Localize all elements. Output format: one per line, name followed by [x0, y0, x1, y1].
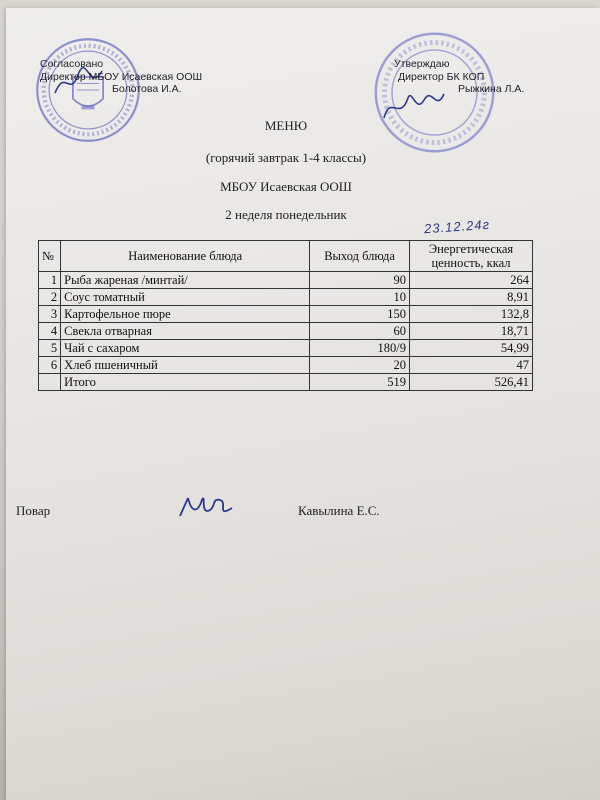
row-dish-name: Картофельное пюре: [61, 306, 310, 323]
table-row: [39, 340, 533, 357]
row-output: 60: [310, 323, 410, 340]
row-output: 20: [310, 357, 410, 374]
table-row: [39, 289, 533, 306]
cook-signature: [176, 492, 238, 522]
row-output: 180/9: [310, 340, 410, 357]
row-energy: 47: [409, 357, 532, 374]
header-dish-name: Наименование блюда: [61, 241, 310, 272]
cook-role: Повар: [16, 503, 51, 518]
row-dish-name: Рыба жареная /минтай/: [61, 272, 310, 289]
right-approval-block: [390, 58, 524, 96]
row-number: 6: [39, 357, 61, 374]
table-row: [39, 323, 533, 340]
menu-table: [38, 240, 533, 391]
left-approval-line3: Болотова И.А.: [112, 83, 182, 95]
week-day: 2 неделя понедельник: [225, 207, 347, 222]
row-energy: 54,99: [409, 340, 532, 357]
header-energy: [409, 241, 532, 272]
table-total-row: [39, 374, 533, 391]
cook-name: Кавылина Е.С.: [298, 503, 380, 518]
row-number: 1: [39, 272, 61, 289]
left-approval-block: [40, 58, 202, 96]
row-dish-name: Хлеб пшеничный: [61, 357, 310, 374]
row-energy: 132,8: [409, 306, 532, 323]
row-energy: 8,91: [409, 289, 532, 306]
header-output: Выход блюда: [310, 241, 410, 272]
document-sheet: [6, 8, 600, 800]
row-number: 2: [39, 289, 61, 306]
total-label: Итого: [61, 374, 310, 391]
total-number-cell: [39, 374, 61, 391]
right-approval-line2: Директор БК КОП: [398, 70, 485, 83]
school-name: МБОУ Исаевская ООШ: [220, 179, 352, 194]
row-output: 10: [310, 289, 410, 306]
row-dish-name: Свекла отварная: [61, 323, 310, 340]
row-number: 4: [39, 323, 61, 340]
left-approval-line2: Директор МБОУ Исаевская ООШ: [40, 70, 203, 83]
row-energy: 264: [409, 272, 532, 289]
right-approval-line3: Рыжкина Л.А.: [458, 83, 525, 95]
row-number: 5: [39, 340, 61, 357]
left-approval-line1: Согласовано: [40, 58, 104, 70]
handwritten-date: 23.12.24г: [423, 216, 491, 237]
header-number: №: [39, 241, 61, 272]
table-row: [39, 357, 533, 374]
table-header-row: [39, 241, 533, 272]
header-energy-line1: Энергетическая: [428, 242, 514, 256]
row-dish-name: Чай с сахаром: [61, 340, 310, 357]
row-dish-name: Соус томатный: [61, 289, 310, 306]
table-row: [39, 306, 533, 323]
row-output: 90: [310, 272, 410, 289]
row-output: 150: [310, 306, 410, 323]
total-energy: 526,41: [409, 374, 532, 391]
menu-subtitle: (горячий завтрак 1-4 классы): [205, 150, 367, 165]
row-number: 3: [39, 306, 61, 323]
table-row: [39, 272, 533, 289]
total-output: 519: [310, 374, 410, 391]
row-energy: 18,71: [409, 323, 532, 340]
right-approval-line1: Утверждаю: [394, 58, 450, 70]
menu-title: МЕНЮ: [264, 118, 308, 133]
header-energy-line2: ценность, ккал: [431, 256, 511, 270]
